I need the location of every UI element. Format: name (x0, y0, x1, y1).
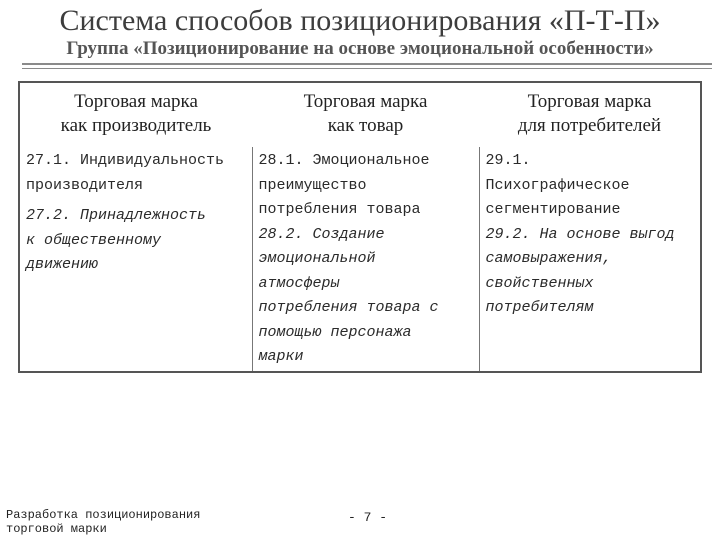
footer-caption-line: Разработка позиционирования (6, 508, 201, 522)
title-divider-thin (22, 68, 712, 69)
footer-caption (6, 508, 200, 536)
item-text: марки (258, 348, 304, 365)
column-header-line: Торговая марка (74, 91, 198, 112)
column-header-line: для потребителей (517, 115, 662, 136)
list-item (26, 149, 252, 174)
item-text: потребления товара (258, 201, 421, 218)
item-number: 29.1. (485, 152, 531, 169)
item-text: самовыражения, (485, 250, 612, 267)
list-item (259, 149, 479, 174)
column-header-line: как производитель (60, 115, 212, 136)
item-text: свойственных (485, 274, 594, 292)
list-item (26, 204, 252, 229)
list-item (486, 223, 701, 248)
page-title: Система способов позиционирования «П-Т-П» (59, 4, 661, 37)
title-divider-thick (22, 63, 712, 65)
item-text: движению (26, 256, 99, 273)
footer-caption-line: торговой марки (6, 522, 107, 536)
column-header-line: Торговая марка (303, 91, 428, 112)
table-row (19, 147, 701, 372)
page-number: - 7 - (348, 510, 388, 525)
item-number: 27.1. (26, 152, 72, 169)
table-header-row (19, 82, 701, 147)
item-text: Принадлежность (80, 207, 207, 224)
item-text: Эмоциональное (312, 152, 430, 169)
item-text: к общественному (26, 231, 162, 249)
item-number: 28.1. (258, 152, 304, 169)
column-header-product (252, 82, 479, 147)
item-text: сегментирование (485, 201, 621, 218)
cell-producer (19, 147, 252, 372)
item-text: Создание (312, 225, 385, 243)
item-text: потребления товара с (258, 299, 439, 316)
column-header-consumers (479, 82, 701, 147)
page-subtitle: Группа «Позиционирование на основе эмоциональной особенности» (66, 38, 654, 59)
item-text: На основе выгод (539, 225, 675, 243)
positioning-table (18, 81, 702, 373)
item-text: потребителям (485, 299, 594, 316)
item-text: производителя (26, 176, 144, 194)
item-number: 28.2. (258, 225, 304, 243)
item-text: атмосферы (258, 274, 340, 292)
item-text: Психографическое (485, 176, 630, 194)
cell-consumers (479, 147, 701, 372)
column-header-line: как товар (327, 115, 404, 136)
item-text: эмоциональной (258, 250, 376, 267)
list-item (259, 223, 479, 248)
column-header-producer (19, 82, 252, 147)
column-header-line: Торговая марка (527, 91, 652, 112)
cell-product (252, 147, 479, 372)
item-text: Индивидуальность (80, 152, 225, 169)
item-text: преимущество (258, 176, 367, 194)
item-number: 27.2. (26, 207, 72, 224)
item-text: помощью персонажа (258, 323, 412, 341)
item-number: 29.2. (485, 225, 531, 243)
